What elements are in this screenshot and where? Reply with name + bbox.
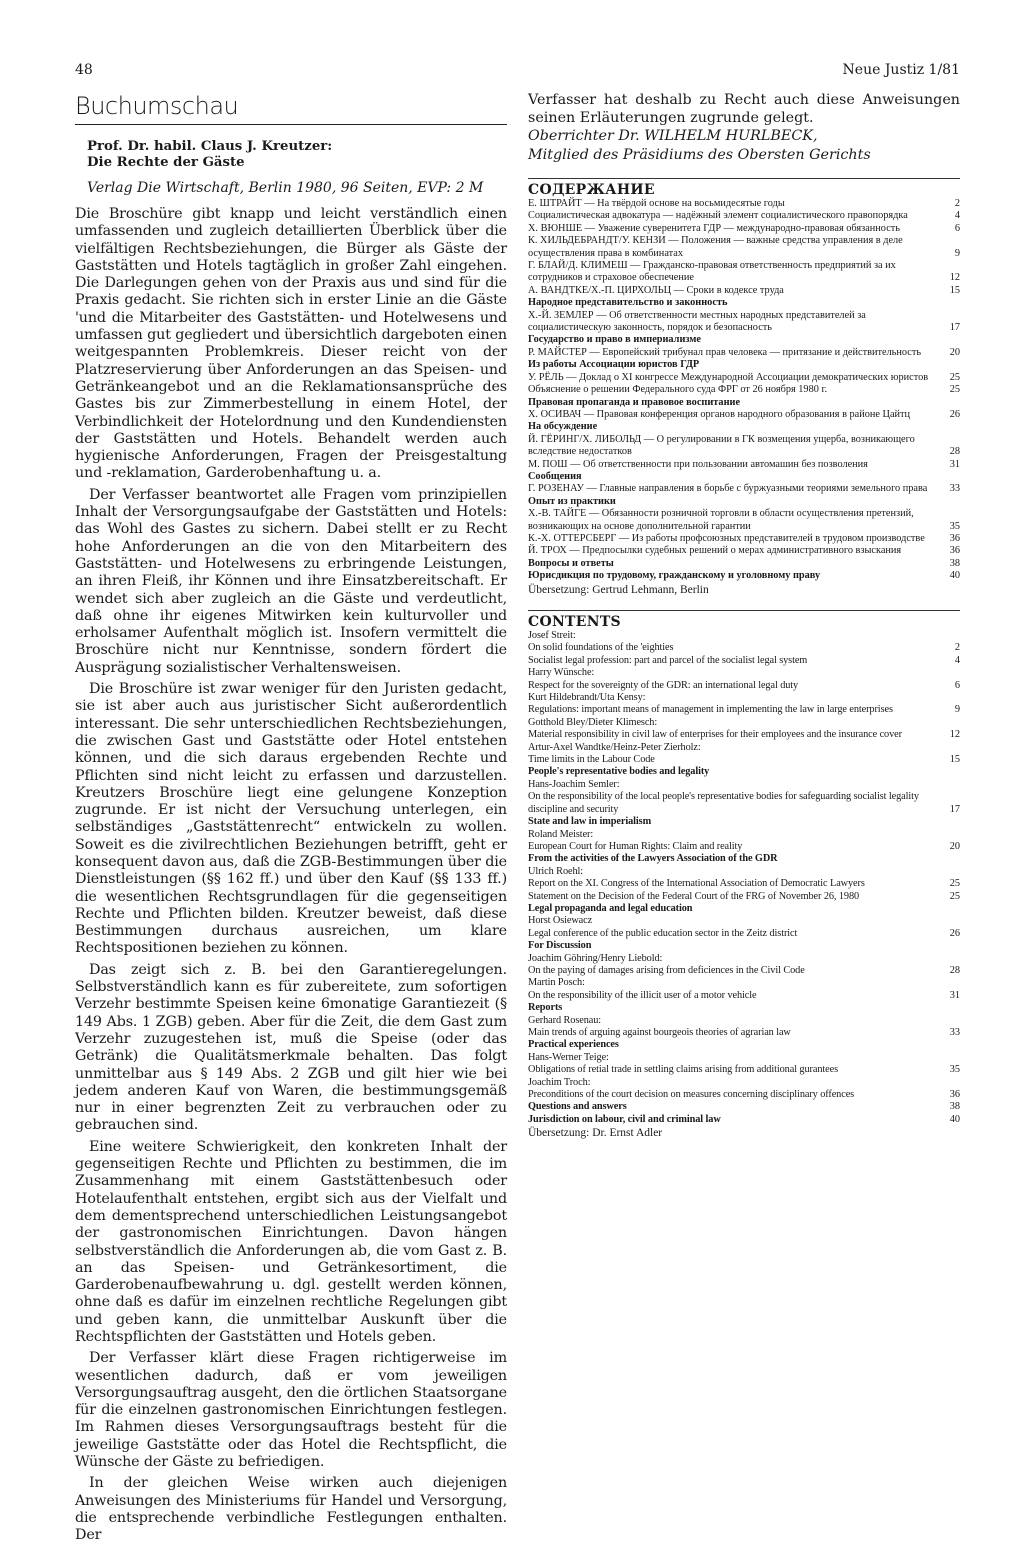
toc-page-number: 9: [954, 247, 960, 259]
toc-entry: [528, 754, 960, 766]
toc-entry: [528, 928, 960, 940]
toc-page-number: 17: [949, 322, 960, 334]
toc-title: Report on the XI. Congress of the International Association of Democratic Lawyers: [528, 878, 865, 890]
toc-title: Е. ШТРАЙТ — На твёрдой основе на восьмидесятые годы: [528, 198, 785, 209]
translator-credit: Übersetzung: Gertrud Lehmann, Berlin: [528, 583, 709, 596]
toc-page-number: 33: [949, 1027, 960, 1038]
toc-page-number: 25: [949, 371, 960, 383]
toc-page-number: 25: [949, 890, 960, 902]
toc-entry: [528, 1002, 960, 1014]
toc-entry: [528, 853, 960, 865]
toc-title: Time limits in the Labour Code: [528, 754, 655, 766]
toc-entry: [528, 1077, 960, 1089]
toc-entry: [528, 459, 960, 471]
toc-entry: [528, 655, 960, 667]
toc-section: Правовая пропаганда и правовое воспитание: [528, 396, 741, 408]
toc-section: Reports: [528, 1002, 563, 1014]
review-paragraph: Die Broschüre gibt knapp und leicht verständlich einen umfassenden und zugleich detaillierten Überblick über die vielfältigen Rechtsbeziehungen, die Bürger als Gäste der Gaststätten und Hotels tagtäglich in großer Zahl eingehen. Die Darlegungen gehen von der Praxis aus und sind für die Praxis gedacht. Sie richten sich in erster Linie an die Gäste 'und die Mitarbeiter des Gaststätten- und Hotelwesens und umfassen gut gegliedert und übersichtlich dargeboten einen weitgespannten Problemkreis. Dieser reicht von der Platzreservierung über Anforderungen an das Speisen- und Getränkeangebot und an die Reklamationsansprüche des Gastes bis zur Zimmerbestellung in einem Hotel, der Verbindlichkeit der Hotelordnung und den Kundendiensten der Gaststätten und Hotels. Behandelt werden auch hygienische Anforderungen, Fragen der Preisgestaltung und -reklamation, Garderobenhaftung u. a.: [75, 206, 507, 482]
toc-entry: [528, 471, 960, 483]
toc-entry: [528, 642, 960, 654]
toc-title: Х. ОСИВАЧ — Правовая конференция органов народного образования в районе Цайтц: [528, 408, 911, 420]
toc-entry: [528, 915, 960, 927]
toc-page-number: 20: [949, 346, 960, 358]
toc-entry: [528, 841, 960, 853]
toc-entry: [528, 1089, 960, 1101]
toc-entry: [528, 742, 960, 754]
toc-title: Obligations of retial trade in settling claims arising from additional gurantees: [528, 1064, 838, 1076]
toc-entry: [528, 1114, 960, 1126]
toc-author: Martin Posch:: [528, 977, 585, 989]
toc-russian-heading: СОДЕРЖАНИЕ: [528, 178, 960, 198]
toc-page-number: 4: [954, 210, 960, 222]
toc-english-heading: CONTENTS: [528, 610, 960, 630]
toc-title: Socialist legal profession: part and parcel of the socialist legal system: [528, 654, 808, 666]
toc-entry: [528, 421, 960, 433]
toc-title: On the responsibility of the illicit user of a motor vehicle: [528, 989, 757, 1001]
toc-entry: [528, 878, 960, 890]
toc-section: На обсуждение: [528, 421, 598, 433]
toc-entry: [528, 508, 960, 533]
toc-title: Й. ГЁРИНГ/Х. ЛИБОЛЬД — О регулировании в ГК возмещения ущерба, возникающего вследствие недостатков: [528, 433, 915, 458]
toc-title: Х.-Й. ЗЕМЛЕР — Об ответственности местных народных представителей за социалистическую законность, порядок и безопасность: [528, 309, 866, 334]
toc-title: Preconditions of the court decision on measures concerning disciplinary offences: [528, 1089, 855, 1101]
toc-author: Gotthold Bley/Dieter Klimesch:: [528, 716, 658, 728]
toc-title: Legal conference of the public education sector in the Zeitz district: [528, 927, 798, 939]
toc-title: К.-Х. ОТТЕРСБЕРГ — Из работы профсоюзных представителей в трудовом производстве: [528, 532, 925, 544]
toc-author: Kurt Hildebrandt/Uta Kensy:: [528, 692, 646, 704]
toc-page-number: 12: [949, 729, 960, 741]
toc-title: Main trends of arguing against bourgeois theories of agrarian law: [528, 1027, 791, 1038]
toc-entry: [528, 816, 960, 828]
reviewer-role: Mitglied des Präsidiums des Obersten Gerichts: [528, 146, 871, 163]
toc-entry: [528, 717, 960, 729]
toc-title: Г. БЛАЙ/Д. КЛИМЕШ — Гражданско-правовая ответственность предприятий за их сотрудников и страховое обеспечение: [528, 260, 896, 284]
toc-title: Statement on the Decision of the Federal Court of the FRG of November 26, 1980: [528, 890, 860, 902]
toc-author: Ulrich Roehl:: [528, 865, 584, 877]
toc-entry: [528, 384, 960, 396]
toc-title: On the paying of damages arising from deficiences in the Civil Code: [528, 964, 805, 976]
issue-label: Neue Justiz 1/81: [842, 62, 960, 78]
toc-author: Roland Meister:: [528, 828, 594, 840]
toc-title: А. ВАНДТКЕ/Х.-П. ЦИРХОЛЬЦ — Сроки в кодексе труда: [528, 284, 784, 296]
toc-entry: [528, 766, 960, 778]
review-paragraph: Eine weitere Schwierigkeit, den konkreten Inhalt der gegenseitigen Rechte und Pflichten zu bestimmen, die im Zusammenhang mit einem Gaststättenbesuch oder Hotelaufenthalt entstehen, ergibt sich aus der Vielfalt und dem dementsprechend unterschiedlichen Leistungsangebot der gastronomischen Einrichtungen. Davon hängen selbstverständlich die Anforderungen ab, die vom Gast z. B. an das Speisen- und Getränkesortiment, die Garderobenaufbewahrung u. dgl. gestellt werden können, ohne daß es dafür im einzelnen rechtliche Regelungen gibt und geben kann, die unmittelbar Auskunft über die Rechtspflichten der Gaststätten und Hotels geben.: [75, 1138, 507, 1345]
toc-section: Из работы Ассоциации юристов ГДР: [528, 359, 700, 371]
toc-title: Г. РОЗЕНАУ — Главные направления в борьбе с буржуазными теориями земельного права: [528, 483, 928, 495]
toc-section: Questions and answers: [528, 1101, 627, 1113]
toc-entry: [528, 558, 960, 570]
book-publisher: Verlag Die Wirtschaft, Berlin 1980, 96 Seiten, EVP: 2 M: [87, 180, 484, 196]
toc-section: Вопросы и ответы: [528, 557, 614, 569]
toc-title: Х. ВЮНШЕ — Уважение суверенитета ГДР — международно-правовая обязанность: [528, 222, 900, 234]
toc-page-number: 20: [949, 840, 960, 852]
toc-page-number: 35: [949, 520, 960, 532]
toc-page-number: 28: [949, 446, 960, 458]
toc-author: Harry Wünsche:: [528, 667, 595, 679]
toc-entry: [528, 965, 960, 977]
review-paragraph: Das zeigt sich z. B. bei den Garantieregelungen. Selbstverständlich kann es für zubereitete, zum sofortigen Verzehr bestimmte Speisen keine 6monatige Garantiezeit (§ 149 Abs. 1 ZGB) geben. Aber für die Zeit, die dem Gast zum Verzehr zuzugestehen ist, muß die Speise (oder das Getränk) die Qualitätsmerkmale behalten. Das folgt unmittelbar aus § 149 Abs. 2 ZGB und gilt hier wie bei jedem anderen Kauf von Waren, die bestimmungsgemäß nur in einer begrenzten Zeit zu verbrauchen oder zu gebrauchen sind.: [75, 961, 507, 1134]
toc-title: On the responsibility of the local people's representative bodies for safeguarding socialist legality discipline and security: [528, 791, 919, 815]
review-paragraph: In der gleichen Weise wirken auch diejenigen Anweisungen des Ministeriums für Handel und Versorgung, die entsprechende verbindliche Festlegungen enthalten. Der: [75, 1475, 507, 1544]
review-paragraph: Der Verfasser klärt diese Fragen richtigerweise im wesentlichen dadurch, daß er vom jeweiligen Versorgungsauftrag ausgeht, den die örtlichen Staatsorgane für die einzelnen gastronomischen Einrichtungen festlegen. Im Rahmen dieses Versorgungsauftrags besteht für die jeweilige Gaststätte oder das Hotel die Rechtspflicht, die Wünsche der Gäste zu befriedigen.: [75, 1350, 507, 1471]
toc-russian: [528, 198, 960, 596]
toc-title: European Court for Human Rights: Claim and reality: [528, 840, 743, 852]
book-author: Prof. Dr. habil. Claus J. Kreutzer:: [87, 139, 333, 154]
toc-entry: [528, 729, 960, 741]
toc-title: On solid foundations of the 'eighties: [528, 642, 674, 654]
toc-title: Material responsibility in civil law of enterprises for their employees and the insurance cover: [528, 729, 902, 741]
toc-entry: [528, 866, 960, 878]
toc-page-number: 33: [949, 483, 960, 495]
toc-section: People's representative bodies and legality: [528, 766, 710, 778]
toc-entry: [528, 1015, 960, 1027]
toc-section: Государство и право в империализме: [528, 334, 701, 346]
toc-title: Respect for the sovereignty of the GDR: an international legal duty: [528, 679, 799, 691]
toc-author: Josef Streit:: [528, 630, 576, 641]
toc-author: Horst Osiewacz: [528, 915, 593, 927]
toc-entry: [528, 359, 960, 371]
toc-entry: [528, 1064, 960, 1076]
toc-title: Р. МАЙСТЕР — Европейский трибунал прав человека — притязание и действительность: [528, 346, 922, 358]
left-column: [75, 92, 507, 1549]
toc-page-number: 15: [949, 284, 960, 296]
toc-title: У. РЁЛЬ — Доклад о XI конгрессе Международной Ассоциации демократических юристов: [528, 371, 929, 383]
review-body: [75, 206, 507, 1545]
toc-entry: [528, 545, 960, 557]
toc-section: Опыт из практики: [528, 495, 616, 507]
toc-page-number: 17: [949, 803, 960, 815]
toc-page-number: 26: [949, 927, 960, 939]
toc-page-number: 31: [949, 989, 960, 1001]
toc-page-number: 36: [949, 532, 960, 544]
toc-entry: [528, 223, 960, 235]
toc-page-number: 4: [954, 654, 960, 666]
toc-author: Artur-Axel Wandtke/Heinz-Peter Zierholz:: [528, 741, 701, 753]
toc-entry: [528, 1101, 960, 1113]
page-header: [75, 62, 960, 84]
toc-english: [528, 630, 960, 1140]
toc-entry: [528, 347, 960, 359]
toc-section: State and law in imperialism: [528, 816, 652, 828]
toc-entry: [528, 692, 960, 704]
toc-entry: [528, 630, 960, 642]
toc-section: Legal propaganda and legal education: [528, 902, 693, 914]
toc-entry: [528, 1027, 960, 1039]
toc-page-number: 2: [954, 198, 960, 209]
toc-section: From the activities of the Lawyers Association of the GDR: [528, 853, 778, 865]
toc-author: Hans-Werner Teige:: [528, 1051, 609, 1063]
toc-entry: [528, 434, 960, 459]
toc-entry: [528, 409, 960, 421]
review-continuation: Verfasser hat deshalb zu Recht auch diese Anweisungen seinen Erläuterungen zugrunde gelegt.: [528, 92, 960, 126]
toc-page-number: 12: [949, 272, 960, 284]
toc-author: Hans-Joachim Semler:: [528, 778, 620, 790]
toc-title: К. ХИЛЬДЕБРАНДТ/У. КЕНЗИ — Положения — важные средства управления в деле осуществления права в комбинатах: [528, 235, 903, 259]
toc-page-number: 36: [949, 545, 960, 557]
toc-page-number: 31: [949, 458, 960, 470]
review-paragraph: Die Broschüre ist zwar weniger für den Juristen gedacht, sie ist aber auch aus juristischer Sicht außerordentlich interessant. Die sehr unterschiedlichen Rechtsbeziehungen, die zwischen Gast und Gaststätte oder Hotel entstehen können, und die sich daraus ergebenden Rechte und Pflichten sind nicht leicht zu erfassen und darzustellen. Kreutzers Broschüre liegt eine gelungene Konzeption zugrunde. Er ist nicht der Versuchung unterlegen, ein selbständiges „Gaststättenrecht“ entwickeln zu wollen. Soweit es die zivilrechtlichen Beziehungen betrifft, geht er konsequent davon aus, daß die ZGB-Bestimmungen über die Dienstleistungen (§§ 162 ff.) und über den Kauf (§§ 133 ff.) die wesentlichen Rechtsgrundlagen für die gegenseitigen Rechte und Pflichten bilden. Kreutzer beweist, daß diese Bestimmungen durchaus ausreichen, um klare Rechtspositionen beziehen zu können.: [75, 681, 507, 957]
page-number: 48: [75, 62, 93, 78]
toc-page-number: 26: [949, 408, 960, 420]
toc-page-number: 6: [954, 679, 960, 691]
toc-title: Й. ТРОХ — Предпосылки судебных решений о мерах административного взыскания: [528, 545, 902, 557]
toc-entry: [528, 285, 960, 297]
toc-entry: [528, 483, 960, 495]
toc-page-number: 25: [949, 878, 960, 890]
toc-entry: [528, 210, 960, 222]
toc-entry: [528, 940, 960, 952]
toc-entry: [528, 1052, 960, 1064]
toc-section: Сообщения: [528, 470, 582, 482]
toc-entry: [528, 829, 960, 841]
book-title: Die Rechte der Gäste: [87, 155, 245, 170]
toc-entry: [528, 953, 960, 965]
toc-author: Gerhard Rosenau:: [528, 1014, 602, 1026]
toc-entry: [528, 704, 960, 716]
toc-page-number: 15: [949, 754, 960, 766]
toc-page-number: 2: [954, 642, 960, 654]
toc-page-number: 36: [949, 1089, 960, 1101]
toc-entry: [528, 791, 960, 816]
toc-page-number: 38: [949, 1101, 960, 1113]
reviewer-name: Oberrichter Dr. WILHELM HURLBECK,: [528, 128, 818, 144]
toc-title: Regulations: important means of management in implementing the law in large enterprises: [528, 704, 893, 716]
toc-entry: [528, 397, 960, 409]
toc-entry: [528, 297, 960, 309]
toc-author: Joachim Troch:: [528, 1076, 591, 1088]
review-paragraph: Der Verfasser beantwortet alle Fragen vom prinzipiellen Inhalt der Versorgungsaufgabe der Gaststätten und Hotels: das Wohl des Gastes zu sichern. Dabei stellt er zu Recht hohe Anforderungen an die von den Mitarbeitern des Gaststätten- und Hotelwesens zu erbringende Leistungen, an ihren Fleiß, ihr Können und ihre Einsatzbereitschaft. Er wendet sich aber zugleich an die Gäste und verdeutlicht, daß ohne ihr eigenes Mitwirken kein kulturvoller und erholsamer Aufenthalt möglich ist. Insofern vermittelt die Broschüre nicht nur Kenntnisse, sondern fördert die Ausprägung sozialistischer Verhaltensweisen.: [75, 486, 507, 676]
translator-credit: Übersetzung: Dr. Ernst Adler: [528, 1127, 663, 1140]
toc-page-number: 40: [949, 1113, 960, 1125]
toc-entry: [528, 1039, 960, 1051]
toc-entry: [528, 779, 960, 791]
toc-entry: [528, 235, 960, 260]
toc-section: Practical experiences: [528, 1039, 619, 1051]
toc-section: Юрисдикция по трудовому, гражданскому и уголовному праву: [528, 570, 821, 582]
right-column: [528, 92, 960, 1140]
toc-page-number: 28: [949, 964, 960, 976]
toc-title: М. ПОШ — Об ответственности при пользовании автомашин без позволения: [528, 458, 868, 470]
toc-entry: [528, 334, 960, 346]
toc-title: Социалистическая адвокатура — надёжный элемент социалистического правопорядка: [528, 210, 908, 222]
toc-page-number: 9: [954, 704, 960, 716]
toc-page-number: 6: [954, 222, 960, 234]
toc-page-number: 35: [949, 1064, 960, 1076]
toc-entry: [528, 903, 960, 915]
toc-author: Joachim Göhring/Henry Liebold:: [528, 952, 663, 964]
toc-entry: [528, 667, 960, 679]
toc-entry: [528, 198, 960, 210]
toc-entry: [528, 570, 960, 582]
toc-section: For Discussion: [528, 940, 592, 952]
toc-entry: [528, 533, 960, 545]
toc-entry: [528, 990, 960, 1002]
toc-section: Народное представительство и законность: [528, 297, 728, 309]
toc-title: Х.-В. ТАЙГЕ — Обязанности розничной торговли в области осуществления претензий, возникающих на основе дополнительной гарантии: [528, 508, 914, 532]
toc-entry: [528, 680, 960, 692]
toc-entry: [528, 260, 960, 285]
toc-entry: [528, 977, 960, 989]
toc-entry: [528, 891, 960, 903]
toc-page-number: 25: [949, 384, 960, 396]
toc-page-number: 40: [949, 570, 960, 582]
toc-page-number: 38: [949, 557, 960, 569]
toc-title: Объяснение о решении Федерального суда ФРГ от 26 ноября 1980 г.: [528, 384, 828, 396]
toc-section: Jurisdiction on labour, civil and criminal law: [528, 1113, 721, 1125]
toc-entry: [528, 496, 960, 508]
toc-entry: [528, 310, 960, 335]
section-title: Buchumschau: [75, 92, 507, 125]
toc-entry: [528, 372, 960, 384]
